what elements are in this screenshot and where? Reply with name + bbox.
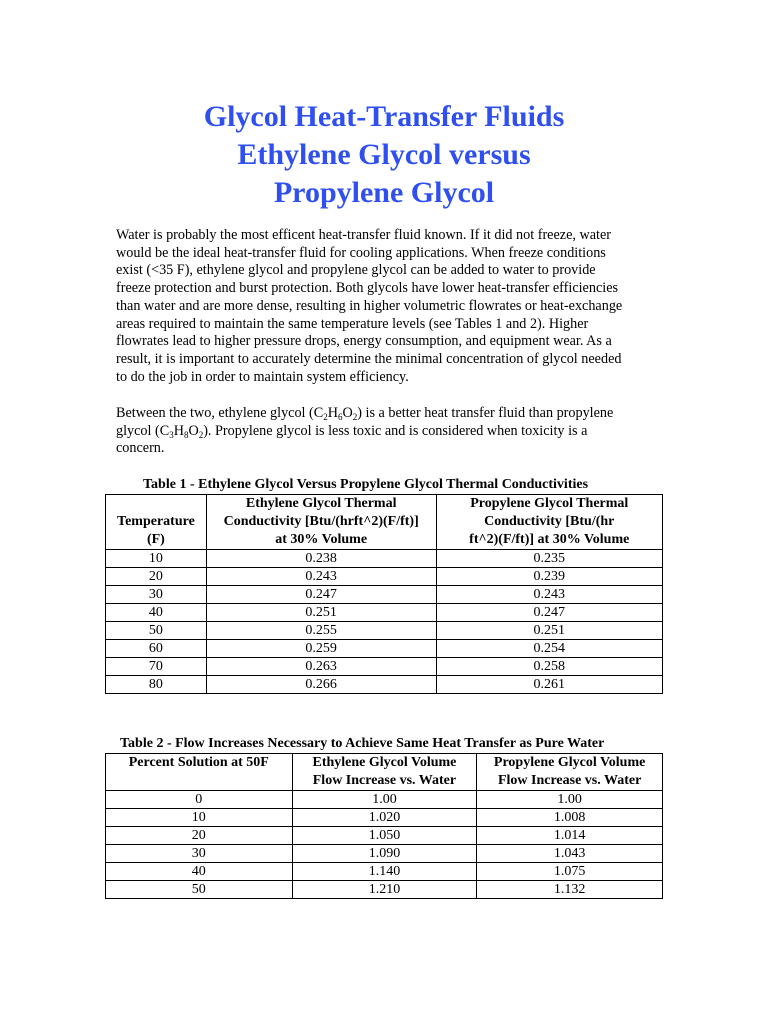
element-symbol: O bbox=[342, 405, 353, 421]
table-row bbox=[106, 604, 663, 622]
element-symbol: H bbox=[173, 422, 184, 439]
cell-propylene: 1.008 bbox=[477, 809, 663, 827]
cell-ethylene: 0.259 bbox=[206, 640, 436, 658]
comparison-line-1 bbox=[116, 405, 656, 423]
header-propylene-flow bbox=[477, 754, 663, 791]
comparison-line-2 bbox=[116, 423, 656, 441]
text-run: ). Propylene glycol is less toxic and is considered when toxicity is a bbox=[203, 422, 588, 439]
document-title bbox=[0, 98, 768, 212]
table-row bbox=[106, 809, 663, 827]
cell-propylene: 1.132 bbox=[477, 881, 663, 899]
header-percent-solution bbox=[106, 754, 293, 791]
text-run: glycol (C bbox=[116, 422, 170, 439]
cell-propylene: 0.261 bbox=[436, 676, 662, 694]
table-row bbox=[106, 845, 663, 863]
cell-ethylene: 0.255 bbox=[206, 622, 436, 640]
cell-propylene: 0.251 bbox=[436, 622, 662, 640]
header-line: ft^2)(F/ft)] at 30% Volume bbox=[469, 532, 630, 547]
cell-ethylene: 1.140 bbox=[292, 863, 477, 881]
cell-temperature: 50 bbox=[106, 622, 207, 640]
cell-temperature: 40 bbox=[106, 604, 207, 622]
cell-propylene: 0.258 bbox=[436, 658, 662, 676]
title-line-3: Propylene Glycol bbox=[273, 176, 495, 209]
table-header-row bbox=[106, 754, 663, 791]
header-ethylene-conductivity bbox=[206, 495, 436, 550]
header-line: Ethylene Glycol Volume bbox=[312, 755, 457, 770]
cell-temperature: 20 bbox=[106, 568, 207, 586]
cell-propylene: 0.254 bbox=[436, 640, 662, 658]
text-run: Between the two, ethylene glycol (C bbox=[116, 405, 324, 421]
table-row bbox=[106, 550, 663, 568]
cell-propylene: 1.014 bbox=[477, 827, 663, 845]
cell-ethylene: 0.266 bbox=[206, 676, 436, 694]
table-row bbox=[106, 676, 663, 694]
intro-line: exist (<35 F), ethylene glycol and propylene glycol can be added to water to provide bbox=[116, 262, 596, 279]
cell-percent: 20 bbox=[106, 827, 293, 845]
cell-ethylene: 1.00 bbox=[292, 791, 477, 809]
header-line: Flow Increase vs. Water bbox=[312, 773, 457, 788]
table-row bbox=[106, 827, 663, 845]
table-row bbox=[106, 791, 663, 809]
cell-percent: 10 bbox=[106, 809, 293, 827]
header-line: Propylene Glycol Volume bbox=[493, 755, 646, 770]
table-row bbox=[106, 568, 663, 586]
text-run: ) is a better heat transfer fluid than propylene bbox=[357, 405, 614, 421]
header-temperature bbox=[106, 495, 207, 550]
cell-temperature: 10 bbox=[106, 550, 207, 568]
header-line: Percent Solution at 50F bbox=[128, 755, 269, 770]
flow-increase-table bbox=[105, 753, 663, 899]
cell-ethylene: 0.251 bbox=[206, 604, 436, 622]
header-line: Propylene Glycol Thermal bbox=[470, 496, 629, 511]
header-line: at 30% Volume bbox=[275, 532, 368, 547]
subscript: 6 bbox=[338, 412, 343, 422]
intro-line: freeze protection and burst protection. Both glycols have lower heat-transfer efficiencies bbox=[116, 280, 619, 297]
cell-temperature: 80 bbox=[106, 676, 207, 694]
thermal-conductivity-table bbox=[105, 494, 663, 694]
intro-paragraph bbox=[116, 227, 656, 386]
table-row bbox=[106, 622, 663, 640]
cell-ethylene: 1.210 bbox=[292, 881, 477, 899]
intro-line: than water and are more dense, resulting in higher volumetric flowrates or heat-exchange bbox=[116, 297, 623, 314]
table2-caption: Table 2 - Flow Increases Necessary to Achieve Same Heat Transfer as Pure Water bbox=[120, 736, 605, 751]
table-row bbox=[106, 658, 663, 676]
subscript: 2 bbox=[323, 412, 328, 422]
cell-propylene: 1.00 bbox=[477, 791, 663, 809]
header-line: Conductivity [Btu/(hr bbox=[484, 514, 615, 529]
element-symbol: H bbox=[327, 405, 338, 421]
cell-ethylene: 0.238 bbox=[206, 550, 436, 568]
cell-percent: 40 bbox=[106, 863, 293, 881]
cell-percent: 50 bbox=[106, 881, 293, 899]
title-line-2: Ethylene Glycol versus bbox=[237, 138, 531, 171]
element-symbol: O bbox=[188, 422, 199, 439]
intro-line: flowrates lead to higher pressure drops, energy consumption, and equipment wear. As a bbox=[116, 333, 612, 350]
intro-line: result, it is important to accurately determine the minimal concentration of glycol needed bbox=[116, 350, 622, 367]
table-header-row bbox=[106, 495, 663, 550]
cell-propylene: 0.239 bbox=[436, 568, 662, 586]
comparison-paragraph bbox=[116, 405, 656, 458]
cell-propylene: 0.247 bbox=[436, 604, 662, 622]
cell-propylene: 1.043 bbox=[477, 845, 663, 863]
cell-ethylene: 0.243 bbox=[206, 568, 436, 586]
cell-ethylene: 1.050 bbox=[292, 827, 477, 845]
comparison-line-3: concern. bbox=[116, 440, 165, 457]
intro-line: would be the ideal heat-transfer fluid for cooling applications. When freeze conditions bbox=[116, 244, 606, 261]
intro-line: Water is probably the most efficent heat-transfer fluid known. If it did not freeze, water bbox=[116, 227, 611, 243]
intro-line: to do the job in order to maintain system efficiency. bbox=[116, 368, 409, 385]
header-ethylene-flow bbox=[292, 754, 477, 791]
header-line: Flow Increase vs. Water bbox=[497, 773, 642, 788]
subscript: 2 bbox=[352, 412, 358, 422]
cell-propylene: 0.243 bbox=[436, 586, 662, 604]
cell-ethylene: 1.090 bbox=[292, 845, 477, 863]
subscript: 8 bbox=[183, 429, 189, 440]
table-row bbox=[106, 863, 663, 881]
header-line: Conductivity [Btu/(hrft^2)(F/ft)] bbox=[223, 514, 419, 529]
cell-ethylene: 0.263 bbox=[206, 658, 436, 676]
header-line: Ethylene Glycol Thermal bbox=[245, 496, 397, 511]
table-row bbox=[106, 881, 663, 899]
table-row bbox=[106, 640, 663, 658]
header-line: (F) bbox=[146, 532, 165, 547]
table-row bbox=[106, 586, 663, 604]
cell-ethylene: 0.247 bbox=[206, 586, 436, 604]
cell-ethylene: 1.020 bbox=[292, 809, 477, 827]
header-propylene-conductivity bbox=[436, 495, 662, 550]
table1-caption: Table 1 - Ethylene Glycol Versus Propylene Glycol Thermal Conductivities bbox=[143, 477, 589, 492]
cell-temperature: 30 bbox=[106, 586, 207, 604]
cell-propylene: 1.075 bbox=[477, 863, 663, 881]
subscript: 2 bbox=[198, 429, 204, 440]
cell-percent: 0 bbox=[106, 791, 293, 809]
intro-line: areas required to maintain the same temperature levels (see Tables 1 and 2). Higher bbox=[116, 315, 589, 332]
subscript: 3 bbox=[169, 429, 174, 440]
title-line-1: Glycol Heat-Transfer Fluids bbox=[203, 100, 565, 133]
cell-temperature: 60 bbox=[106, 640, 207, 658]
cell-percent: 30 bbox=[106, 845, 293, 863]
cell-propylene: 0.235 bbox=[436, 550, 662, 568]
header-line: Temperature bbox=[117, 514, 195, 529]
cell-temperature: 70 bbox=[106, 658, 207, 676]
